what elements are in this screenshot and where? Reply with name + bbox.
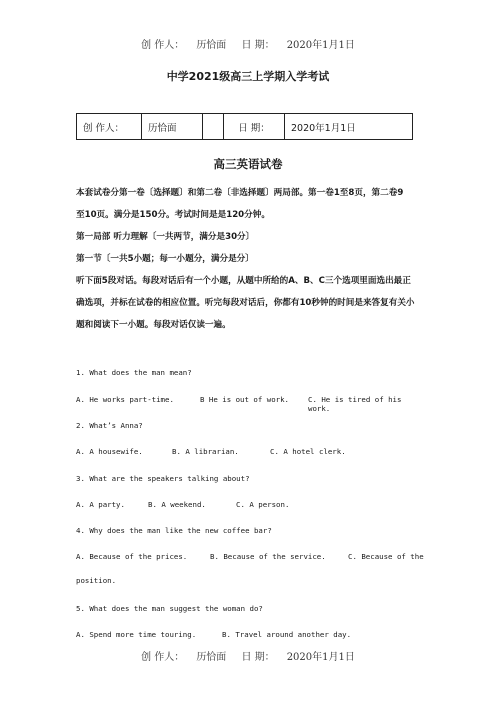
- info-empty-cell: [203, 114, 224, 140]
- instruction-line: 听下面5段对话。每段对话后有一个小题，从题中所给的A、B、C三个选项里面选出最正: [76, 276, 411, 286]
- intro-line: 至10页。满分是150分。考试时间是是120分钟。: [76, 210, 270, 220]
- question-2: 2. What’s Anna?: [76, 421, 143, 430]
- option: C. A person.: [236, 500, 290, 509]
- option: C. Because of the: [348, 552, 424, 561]
- instruction-line: 确选项，并标在试卷的相应位置。听完每段对话后，你都有10秒钟的时间是来答复有关小: [76, 298, 415, 308]
- option: B He is out of work.: [200, 395, 289, 404]
- intro-line: 本套试卷分第一卷〔选择题〕和第二卷〔非选择题〕两局部。第一卷1至8页，第二卷9: [76, 188, 404, 198]
- question-4: 4. Why does the man like the new coffee bar?: [76, 526, 272, 535]
- question-5: 5. What does the man suggest the woman do?: [76, 604, 263, 613]
- instruction-line: 题和阅读下一小题。每段对话仅读一遍。: [76, 320, 231, 330]
- info-date-label: 日 期：: [224, 114, 285, 140]
- option: A. Because of the prices.: [76, 552, 188, 561]
- footer-date: 2020年1月1日: [286, 652, 355, 663]
- footer-creator: 历恰面: [196, 652, 227, 663]
- part-heading: 第一局部 听力理解〔一共两节，满分是30分〕: [76, 232, 255, 242]
- header-date: 2020年1月1日: [286, 40, 355, 51]
- info-creator-label: 创 作人：: [77, 114, 142, 140]
- section-heading: 第一节〔一共5小题；每一小题分，满分是分〕: [76, 254, 254, 264]
- option: A. Spend more time touring.: [76, 630, 197, 639]
- option: B. A librarian.: [172, 447, 239, 456]
- question-3: 3. What are the speakers talking about?: [76, 474, 250, 483]
- option: A. A housewife.: [76, 447, 143, 456]
- option: C. He is tired of his work.: [308, 395, 402, 413]
- footer-creator-label: 创 作人：: [141, 652, 185, 663]
- option: A. He works part-time.: [76, 395, 174, 404]
- page-header: [0, 36, 496, 51]
- header-date-label: 日 期：: [241, 40, 275, 51]
- header-creator: 历恰面: [196, 40, 227, 51]
- option: B. Travel around another day.: [222, 630, 352, 639]
- footer-date-label: 日 期：: [241, 652, 275, 663]
- option: B. Because of the service.: [210, 552, 326, 561]
- info-date: 2020年1月1日: [285, 114, 413, 140]
- question-1: 1. What does the man mean?: [76, 368, 192, 377]
- info-creator: 历恰面: [142, 114, 203, 140]
- intro-paragraph: [76, 182, 422, 336]
- option: A. A party.: [76, 500, 125, 509]
- document-title: 中学2021级高三上学期入学考试: [166, 70, 330, 83]
- page-footer: [0, 648, 496, 663]
- options-4-continued: position.: [76, 576, 117, 585]
- info-table: [76, 113, 413, 140]
- option: B. A weekend.: [148, 500, 206, 509]
- header-creator-label: 创 作人：: [141, 40, 185, 51]
- option: C. A hotel clerk.: [270, 447, 346, 456]
- exam-title: 高三英语试卷: [213, 157, 283, 171]
